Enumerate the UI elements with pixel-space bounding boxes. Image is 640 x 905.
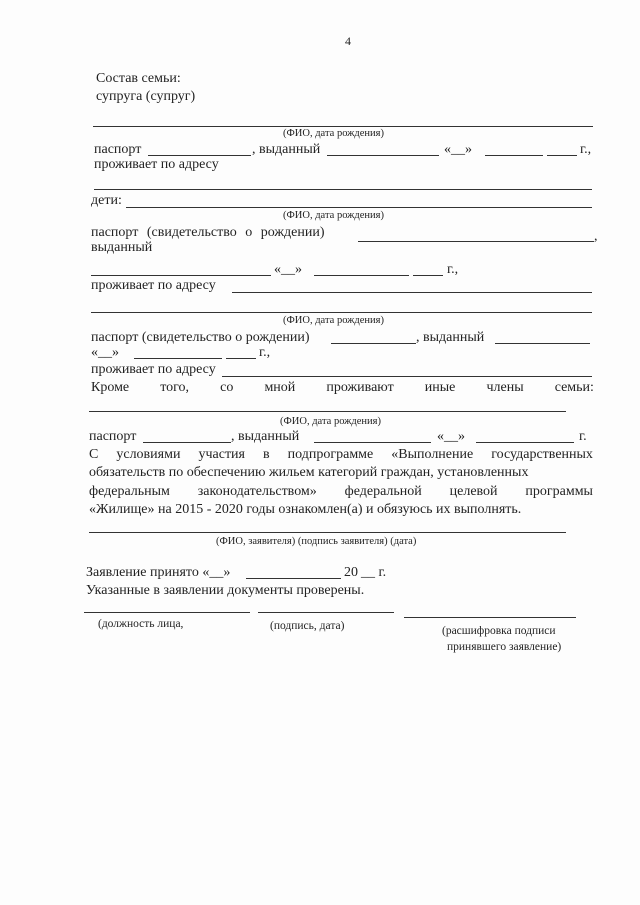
others-issued-label: , выданный [231, 429, 300, 444]
word: со [220, 380, 234, 395]
spouse-month-line[interactable] [485, 155, 543, 156]
decode-line[interactable] [404, 617, 576, 618]
terms-line-4: «Жилище» на 2015 - 2020 годы ознакомлен(а) и обязуюсь их выполнять. [89, 502, 522, 517]
child2-date-quote: «__» [91, 345, 119, 360]
child-issued-word: выданный [91, 240, 153, 255]
word: условиями [116, 447, 181, 462]
accepted-year-suffix: __ г. [361, 565, 387, 580]
terms-line-2: обязательств по обеспечению жильем категорий граждан, установленных [89, 465, 529, 480]
applicant-caption: (ФИО, заявителя) (подпись заявителя) (дата) [216, 536, 417, 547]
accepted-year-prefix: 20 [344, 565, 358, 580]
child2-year-line[interactable] [226, 358, 256, 359]
others-issued-by-line[interactable] [314, 442, 431, 443]
word: иные [424, 380, 456, 395]
child2-month-line[interactable] [134, 358, 222, 359]
spouse-fio-line[interactable] [93, 126, 593, 127]
comma: , [594, 229, 598, 244]
word: в [263, 447, 270, 462]
spouse-fio-caption: (ФИО, дата рождения) [283, 128, 385, 139]
spouse-passport-label: паспорт [94, 142, 142, 157]
word: Кроме [91, 380, 130, 395]
word: государственных [491, 447, 593, 462]
child-fio-caption: (ФИО, дата рождения) [283, 210, 385, 221]
word: программы [525, 484, 593, 499]
decode-caption-2: принявшего заявление) [447, 641, 562, 653]
child2-birth-cert-label: паспорт (свидетельство о рождении) [91, 330, 310, 345]
spouse-label: супруга (супруг) [96, 89, 196, 104]
child-address-line-1[interactable] [232, 292, 592, 293]
applicant-signature-line[interactable] [89, 532, 566, 533]
child2-year-short: г., [259, 345, 271, 360]
child-birth-cert-line[interactable] [358, 241, 594, 242]
page-number: 4 [345, 34, 351, 48]
child-address-label: проживает по адресу [91, 278, 216, 293]
others-passport-label: паспорт [89, 429, 137, 444]
others-passport-number-line[interactable] [143, 442, 231, 443]
terms-line-1 [89, 447, 593, 463]
children-label: дети: [91, 193, 122, 208]
word: того, [160, 380, 190, 395]
word: проживают [326, 380, 394, 395]
others-fio-line[interactable] [89, 411, 566, 412]
word: целевой [449, 484, 498, 499]
word: участия [198, 447, 245, 462]
child2-birth-cert-line[interactable] [331, 343, 416, 344]
word: С [89, 447, 99, 462]
word: федеральной [344, 484, 422, 499]
spouse-issued-label: , выданный [252, 142, 321, 157]
spouse-year-abbr: г., [580, 142, 592, 157]
child2-fio-caption: (ФИО, дата рождения) [283, 315, 385, 326]
family-heading: Состав семьи: [96, 71, 181, 86]
child-year-line[interactable] [413, 275, 443, 276]
child-address-line-2[interactable] [91, 312, 592, 313]
word: мной [264, 380, 296, 395]
child2-address-label: проживает по адресу [91, 362, 216, 377]
others-year-end: г. [579, 429, 587, 444]
others-line [91, 380, 594, 396]
verified-statement: Указанные в заявлении документы проверены. [86, 583, 365, 598]
child2-address-line[interactable] [222, 376, 592, 377]
others-date-quote: «__» [437, 429, 465, 444]
child-birth-cert-label: паспорт (свидетельство о рождении) [91, 225, 325, 240]
signature-line[interactable] [258, 612, 394, 613]
accepted-label: Заявление принято «__» [86, 565, 231, 580]
word: члены [486, 380, 524, 395]
child-month-line[interactable] [314, 275, 409, 276]
decode-caption-1: (расшифровка подписи [442, 625, 556, 637]
word: федеральным [89, 484, 170, 499]
word: «Выполнение [391, 447, 474, 462]
child-year-short: г., [447, 262, 459, 277]
word: семьи: [554, 380, 594, 395]
child2-issued-comma: , выданный [416, 330, 485, 345]
child-date-quote: «__» [274, 262, 302, 277]
spouse-date-quote: «__» [444, 142, 472, 157]
position-line[interactable] [84, 612, 250, 613]
child-fio-line[interactable] [126, 207, 592, 208]
spouse-passport-number-line[interactable] [148, 155, 251, 156]
spouse-address-line[interactable] [94, 189, 592, 190]
position-caption: (должность лица, [98, 618, 184, 630]
spouse-address-label: проживает по адресу [94, 157, 219, 172]
spouse-issued-by-line[interactable] [327, 155, 439, 156]
child-issued-by-line[interactable] [91, 275, 271, 276]
child2-issued-by-line[interactable] [495, 343, 590, 344]
others-fio-caption: (ФИО, дата рождения) [280, 416, 382, 427]
others-month-year-line[interactable] [476, 442, 574, 443]
spouse-year-line[interactable] [547, 155, 577, 156]
signature-caption: (подпись, дата) [270, 620, 345, 632]
word: подпрограмме [287, 447, 374, 462]
terms-line-3 [89, 484, 593, 500]
word: законодательством» [197, 484, 317, 499]
accepted-month-line[interactable] [246, 578, 341, 579]
